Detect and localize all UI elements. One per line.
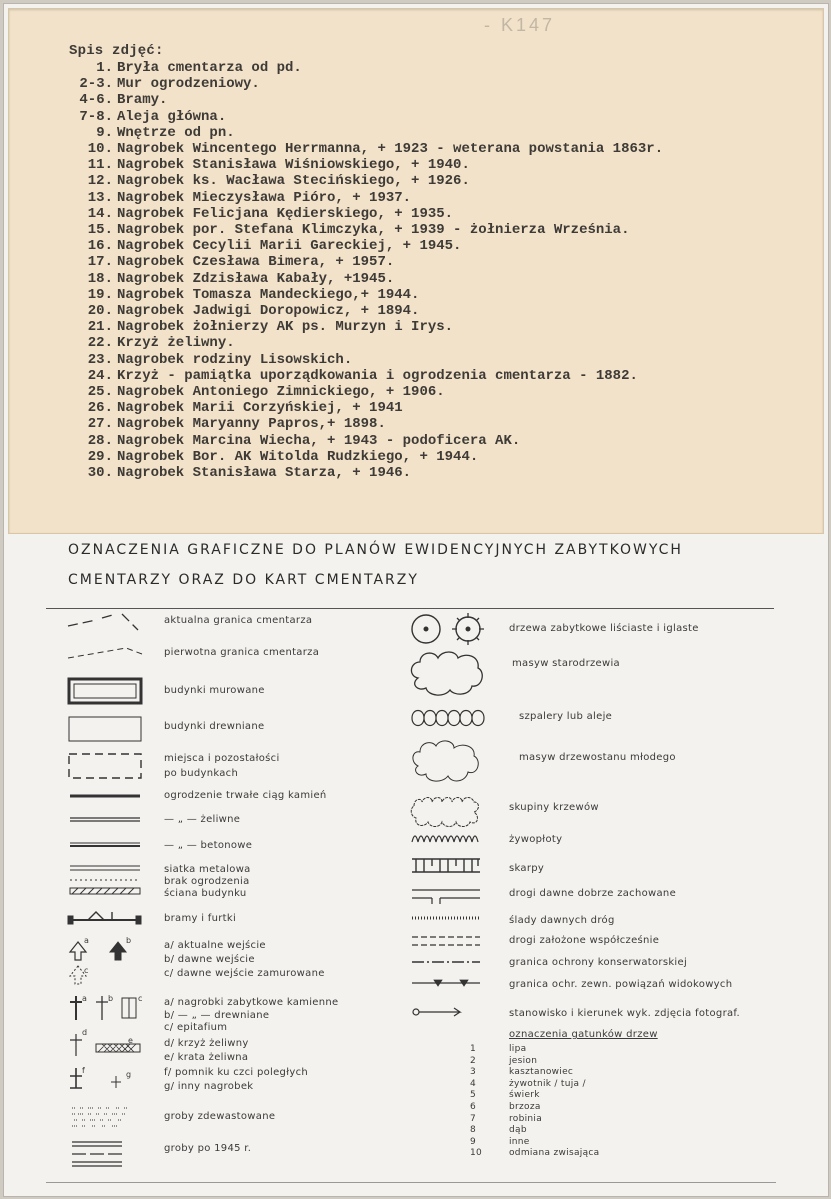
photo-list-number: 24. (87, 367, 113, 384)
species-name: świerk (509, 1090, 540, 1101)
photo-list-text: Nagrobek Maryanny Papros,+ 1898. (117, 416, 386, 433)
species-name: inne (509, 1136, 530, 1147)
devastated-graves-symbol (68, 1102, 144, 1132)
photo-list-number: 25. (87, 384, 113, 401)
photo-list-item (61, 190, 663, 206)
shrubs-symbol (410, 796, 482, 830)
legend-right-11: granica ochr. zewn. powiązań widokowych (509, 979, 733, 990)
symbol-letter-a2: a (82, 994, 88, 1003)
legend-right-7: drogi dawne dobrze zachowane (509, 888, 677, 899)
species-name: jesion (509, 1055, 538, 1066)
legend-right-5: żywopłoty (509, 834, 563, 845)
photo-list-item (61, 368, 663, 384)
photo-list-item (61, 352, 663, 368)
legend-left-19: d/ krzyż żeliwny (164, 1038, 249, 1049)
photo-list-text: Nagrobek Cecylii Marii Gareckiej, + 1945. (117, 238, 462, 255)
photo-list-text: Nagrobek Marii Corzyńskiej, + 1941 (117, 400, 403, 417)
symbol-letter-d: d (82, 1028, 88, 1037)
symbol-letter-b1: b (126, 936, 132, 945)
archive-stamp: - K147 (484, 15, 556, 35)
photo-list-item (61, 416, 663, 432)
legend-right-3: masyw drzewostanu młodego (519, 752, 676, 763)
photo-list-text: Bryła cmentarza od pd. (117, 60, 302, 76)
photo-list-text: Nagrobek Stanisława Starza, + 1946. (117, 465, 412, 482)
legend-left-14: b/ dawne wejście (164, 954, 255, 965)
photo-list-text: Bramy. (117, 92, 168, 109)
symbol-letter-e: e (128, 1036, 134, 1045)
legend-left-13: a/ aktualne wejście (164, 940, 266, 951)
photo-list-text: Nagrobek Wincentego Herrmanna, + 1923 - weterana powstania 1863r. (117, 141, 664, 158)
photo-list-item (61, 384, 663, 400)
photo-list-item (61, 76, 663, 92)
photo-list-item (61, 109, 663, 125)
legend-left-21: f/ pomnik ku czci poległych (164, 1067, 309, 1078)
legend-left-11: ściana budynku (164, 888, 247, 899)
photo-list-title: Spis zdjęć: (69, 43, 164, 59)
photo-list-item (61, 303, 663, 319)
species-number: 4 (470, 1078, 477, 1089)
species-name: dąb (509, 1125, 527, 1136)
photo-list-number: 28. (87, 432, 113, 449)
legend-left-4: miejsca i pozostałości (164, 753, 280, 764)
legend-left-24: groby po 1945 r. (164, 1143, 252, 1154)
legend-right-0: drzewa zabytkowe liściaste i iglaste (509, 623, 699, 634)
photo-list-number: 26. (87, 400, 113, 417)
photo-list-number: 23. (87, 351, 113, 368)
photo-list-text: Aleja główna. (117, 108, 227, 125)
view-protection-symbol (410, 976, 482, 990)
old-trees-mass-symbol (408, 648, 488, 698)
photo-list-item (61, 238, 663, 254)
photo-list-text: Wnętrze od pn. (117, 124, 235, 141)
photo-list-text: Krzyż żeliwny. (117, 335, 235, 352)
photo-list-item (61, 206, 663, 222)
photo-list-text: Nagrobek żołnierzy AK ps. Murzyn i Irys. (117, 319, 454, 336)
legend-left-0: aktualna granica cmentarza (164, 615, 313, 626)
photo-list-text: Nagrobek Stanisława Wiśniowskiego, + 1940. (117, 157, 470, 174)
species-name: lipa (509, 1044, 527, 1054)
legend-left-7: — „ — żeliwne (164, 814, 241, 825)
photo-list-text: Nagrobek Felicjana Kędierskiego, + 1935. (117, 205, 454, 222)
species-number: 2 (470, 1055, 477, 1066)
photo-list-number: 9. (96, 124, 113, 141)
legend-left-18: c/ epitafium (164, 1022, 228, 1033)
photo-list-item (61, 271, 663, 287)
photo-list-sheet (8, 8, 824, 534)
legend-top-rule (46, 608, 774, 609)
photo-list-number: 7-8. (79, 108, 113, 125)
post-1945-graves-symbol (68, 1138, 144, 1168)
species-number: 1 (470, 1044, 477, 1054)
legend-left-16: a/ nagrobki zabytkowe kamienne (164, 997, 339, 1008)
species-number: 7 (470, 1113, 477, 1124)
symbol-letter-g: g (126, 1070, 132, 1079)
legend-right-8: ślady dawnych dróg (509, 915, 615, 926)
photo-list-number: 2-3. (79, 76, 113, 93)
legend-right-10: granica ochrony konserwatorskiej (509, 957, 688, 968)
original-boundary-symbol (66, 644, 146, 664)
mounting-board (3, 3, 829, 1197)
photo-list-text: Mur ogrodzeniowy. (117, 76, 260, 93)
photo-list-number: 17. (87, 254, 113, 271)
protection-boundary-symbol (410, 956, 482, 968)
photo-list-item (61, 92, 663, 108)
legend-right-4: skupiny krzewów (509, 802, 599, 813)
photo-list-item (61, 141, 663, 157)
legend-left-1: pierwotna granica cmentarza (164, 647, 320, 658)
legend-left-2: budynki murowane (164, 685, 265, 696)
photo-list-number: 22. (87, 335, 113, 352)
photo-list-item (61, 125, 663, 141)
photo-list-item (61, 319, 663, 335)
photo-list-number: 1. (96, 60, 113, 76)
photo-list-number: 20. (87, 303, 113, 320)
legend-left-23: groby zdewastowane (164, 1111, 276, 1122)
legend-left-12: bramy i furtki (164, 913, 237, 924)
symbol-letter-b2: b (108, 994, 114, 1003)
photo-list-text: Nagrobek Czesława Bimera, + 1957. (117, 254, 395, 271)
photo-list-number: 4-6. (79, 92, 113, 109)
tree-rows-symbol (408, 706, 488, 730)
photo-list-number: 14. (87, 205, 113, 222)
legend-left-9: siatka metalowa (164, 864, 251, 875)
photo-list-item (61, 400, 663, 416)
photo-list-number: 11. (87, 157, 113, 174)
species-number: 9 (470, 1136, 477, 1147)
road-traces-symbol (410, 912, 482, 924)
species-title: oznaczenia gatunków drzew (509, 1029, 658, 1040)
photo-list-item (61, 287, 663, 303)
new-roads-symbol (410, 934, 482, 948)
photo-list-text: Krzyż - pamiątka uporządkowania i ogrodzenia cmentarza - 1882. (117, 367, 638, 384)
legend-left-8: — „ — betonowe (164, 840, 253, 851)
species-number: 10 (470, 1148, 483, 1159)
photo-list-number: 29. (87, 448, 113, 465)
legend-title-line2: CMENTARZY ORAZ DO KART CMENTARZY (68, 572, 419, 588)
photo-list-item (61, 157, 663, 173)
symbol-letter-c2: c (138, 994, 143, 1003)
current-boundary-symbol (66, 610, 146, 634)
photo-list-number: 13. (87, 189, 113, 206)
photo-list-number: 27. (87, 416, 113, 433)
photo-list-item (61, 449, 663, 465)
legend-right-6: skarpy (509, 863, 545, 874)
old-roads-symbol (410, 884, 482, 906)
photo-list-text: Nagrobek Jadwigi Doropowicz, + 1894. (117, 303, 420, 320)
species-number: 6 (470, 1102, 477, 1112)
photo-list-item (61, 433, 663, 449)
legend-right-9: drogi założone współcześnie (509, 935, 660, 946)
photo-list-text: Nagrobek ks. Wacława Stecińskiego, + 1926. (117, 173, 470, 190)
photo-list-item (61, 173, 663, 189)
photo-list-item (61, 254, 663, 270)
symbol-letter-a1: a (84, 936, 90, 945)
legend-left-22: g/ inny nagrobek (164, 1081, 254, 1092)
photo-list-text: Nagrobek Antoniego Zimnickiego, + 1906. (117, 384, 445, 401)
photo-list-item (61, 60, 663, 76)
legend-bottom-rule (46, 1182, 776, 1183)
wooden-building-symbol (66, 714, 146, 744)
species-name: brzoza (509, 1102, 541, 1112)
legend-left-17: b/ — „ — drewniane (164, 1010, 270, 1021)
photo-list-text: Nagrobek rodziny Lisowskich. (117, 351, 353, 368)
legend-left-10: brak ogrodzenia (164, 876, 250, 887)
legend-right-2: szpalery lub aleje (519, 711, 613, 722)
symbol-letter-f: f (82, 1066, 86, 1075)
photo-list (61, 60, 663, 481)
photo-list-text: Nagrobek por. Stefana Klimczyka, + 1939 - żołnierza Września. (117, 222, 630, 239)
legend-left-20: e/ krata żeliwna (164, 1052, 249, 1063)
young-trees-mass-symbol (408, 736, 488, 788)
legend-right-1: masyw starodrzewia (512, 658, 620, 669)
photo-list-number: 30. (87, 465, 113, 482)
species-name: odmiana zwisająca (509, 1148, 600, 1159)
photo-list-item (61, 465, 663, 481)
legend-left-15: c/ dawne wejście zamurowane (164, 968, 325, 979)
masonry-building-symbol (66, 676, 146, 706)
species-number: 5 (470, 1090, 477, 1101)
photo-list-number: 21. (87, 319, 113, 336)
species-name: kasztanowiec (509, 1067, 574, 1078)
species-number: 3 (470, 1067, 477, 1078)
photo-list-item (61, 222, 663, 238)
photo-list-number: 12. (87, 173, 113, 190)
photo-list-text: Nagrobek Bor. AK Witolda Rudzkiego, + 1944. (117, 448, 479, 465)
slopes-symbol (410, 856, 482, 876)
legend-left-5: po budynkach (164, 768, 239, 779)
historic-trees-symbol (410, 612, 490, 648)
photo-list-text: Nagrobek Mieczysława Pióro, + 1937. (117, 189, 412, 206)
species-number: 8 (470, 1125, 477, 1136)
building-remains-symbol (66, 750, 146, 782)
legend-left-3: budynki drewniane (164, 721, 265, 732)
legend-title-line1: OZNACZENIA GRAFICZNE DO PLANÓW EWIDENCYJNYCH ZABYTKOWYCH (68, 542, 683, 558)
photo-list-number: 19. (87, 286, 113, 303)
photo-position-symbol (410, 1002, 482, 1020)
photo-list-number: 15. (87, 222, 113, 239)
hedges-symbol (410, 832, 482, 846)
legend-right-12: stanowisko i kierunek wyk. zdjęcia fotograf. (509, 1008, 740, 1019)
photo-list-number: 10. (87, 141, 113, 158)
photo-list-text: Nagrobek Tomasza Mandeckiego,+ 1944. (117, 286, 420, 303)
symbol-letter-c1: c (84, 966, 89, 975)
photo-list-number: 16. (87, 238, 113, 255)
photo-list-item (61, 335, 663, 351)
species-name: robinia (509, 1113, 543, 1124)
fence-symbols (68, 788, 144, 868)
mesh-fence-symbols (68, 862, 144, 898)
photo-list-text: Nagrobek Marcina Wiecha, + 1943 - podoficera AK. (117, 432, 521, 449)
photo-list-text: Nagrobek Zdzisława Kabały, +1945. (117, 270, 395, 287)
legend-left-6: ogrodzenie trwałe ciąg kamień (164, 790, 327, 801)
photo-list-number: 18. (87, 270, 113, 287)
entrance-arrows-symbol (68, 938, 138, 988)
gate-symbol (68, 908, 144, 928)
species-name: żywotnik / tuja / (509, 1078, 586, 1089)
